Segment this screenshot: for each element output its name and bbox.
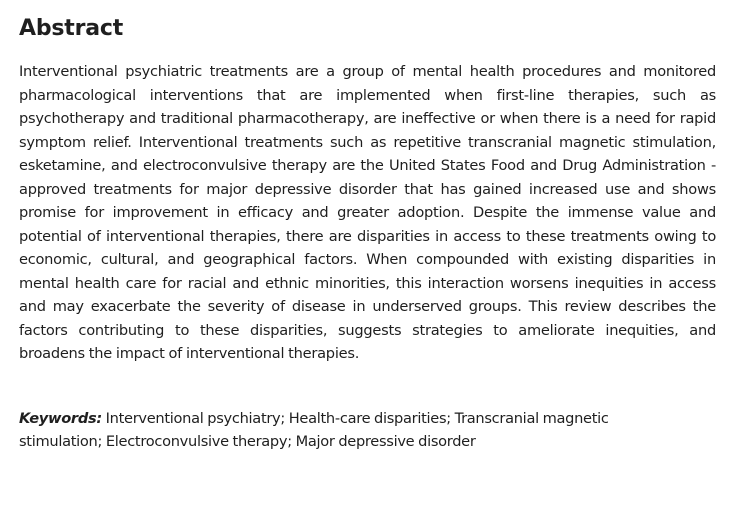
- abstract-section: [19, 14, 716, 453]
- abstract-body: Interventional psychiatric treatments are a group of mental health procedures and monitored pharmacological interventions that are implemented when first-line therapies, such as psychotherapy and traditional pharmacotherapy, are ineffective or when there is a need for rapid symptom relief. Interventional treatments such as repetitive transcranial magnetic stimulation, esketamine, and electroconvulsive therapy are the United States Food and Drug Administration -approved treatments for major depressive disorder that has gained increased use and shows promise for improvement in efficacy and greater adoption. Despite the immense value and potential of interventional therapies, there are disparities in access to these treatments owing to economic, cultural, and geographical factors. When compounded with existing disparities in mental health care for racial and ethnic minorities, this interaction worsens inequities in access and may exacerbate the severity of disease in underserved groups. This review describes the factors contributing to these disparities, suggests strategies to ameliorate inequities, and broadens the impact of interventional therapies.: [19, 63, 716, 362]
- keywords-text: Interventional psychiatry; Health-care disparities; Transcranial magnetic stimulation; Electroconvulsive therapy; Major depressive disorder: [19, 409, 609, 450]
- keywords-label: Keywords:: [19, 409, 102, 427]
- abstract-heading: Abstract: [19, 16, 124, 41]
- keywords-line: [19, 407, 679, 453]
